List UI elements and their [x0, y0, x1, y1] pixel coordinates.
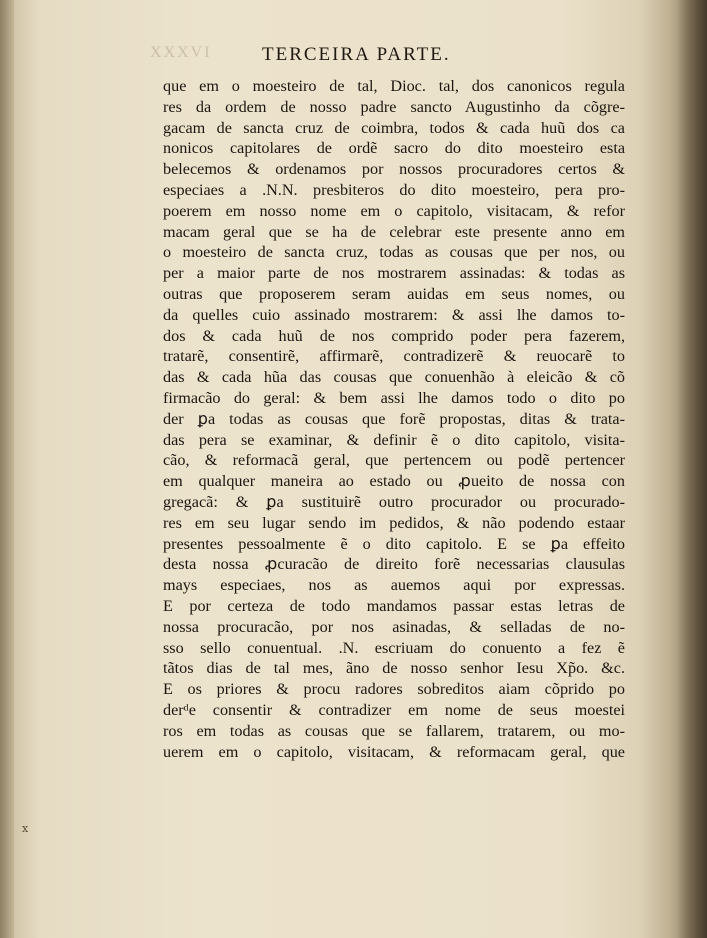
- text-line: uerem em o capitolo, visitacam, & reformacam geral, que: [163, 742, 625, 761]
- text-line: belecemos & ordenamos por nossos procuradores certos &: [163, 160, 625, 179]
- text-line: das pera se examinar, & definir ẽ o dito capitolo, visita-: [163, 430, 625, 449]
- text-line: especiaes a .N.N. presbiteros do dito moesteiro, pera pro-: [163, 180, 625, 199]
- text-line: E os priores & procu radores sobreditos aiam cõprido po: [163, 680, 625, 699]
- text-line: outras que proposerem seram auidas em seus nomes, ou: [163, 284, 625, 303]
- text-line: nossa procuracão, por nos asinadas, & selladas de no-: [163, 617, 625, 636]
- text-line: E por certeza de todo mandamos passar estas letras de: [163, 596, 625, 615]
- text-line: presentes pessoalmente ẽ o dito capitolo. E se ꝑa effeito: [163, 534, 625, 553]
- text-line: nonicos capitolares de ordẽ sacro do dito moesteiro esta: [163, 139, 625, 158]
- body-text: [163, 76, 625, 762]
- bleed-through-text: XXXVI: [150, 44, 212, 61]
- text-line: res em seu lugar sendo im pedidos, & não podendo estaar: [163, 513, 625, 532]
- text-line: que em o moesteiro de tal, Dioc. tal, dos canonicos regula: [163, 77, 625, 95]
- text-line: ros em todas as cousas que se fallarem, tratarem, ou mo-: [163, 721, 625, 740]
- text-line: dos & cada huũ de nos comprido poder pera fazerem,: [163, 326, 625, 345]
- text-line: em qualquer maneira ao estado ou ꝓueito de nossa con: [163, 472, 625, 491]
- left-page-edge: [0, 0, 14, 938]
- text-line: mays especiaes, nos as auemos aqui por expressas.: [163, 576, 625, 595]
- text-line: macam geral que se ha de celebrar este presente anno em: [163, 222, 625, 241]
- text-line: o moesteiro de sancta cruz, todas as cousas que per nos, ou: [163, 243, 625, 262]
- text-line: sso sello conuentual. .N. escriuam do conuento a fez ẽ: [163, 638, 625, 657]
- text-line: poerem em nosso nome em o capitolo, visitacam, & refor: [163, 201, 625, 220]
- text-line: per a maior parte de nos mostrarem assinadas: & todas as: [163, 264, 625, 283]
- text-line: gacam de sancta cruz de coimbra, todos & cada huũ dos ca: [163, 118, 625, 137]
- text-line: das & cada hũa das cousas que conuenhão à eleicão & cõ: [163, 368, 625, 387]
- text-line: res da ordem de nosso padre sancto Augustinho da cõgre-: [163, 97, 625, 116]
- margin-mark: x: [22, 822, 29, 835]
- binding-gutter-shadow: [677, 0, 707, 938]
- text-line: tratarẽ, consentirẽ, affirmarẽ, contradizerẽ & reuocarẽ to: [163, 347, 625, 366]
- text-line: derᵈe consentir & contradizer em nome de seus moestei: [163, 700, 625, 719]
- text-line: cão, & reformacã geral, que pertencem ou podẽ pertencer: [163, 451, 625, 470]
- running-head: TERCEIRA PARTE.: [262, 44, 451, 65]
- text-line: firmacão do geral: & bem assi lhe damos todo o dito po: [163, 388, 625, 407]
- text-line: desta nossa ꝓcuracão de direito forẽ necessarias clausulas: [163, 555, 625, 574]
- text-line: da quelles cuio assinado mostrarem: & assi lhe damos to-: [163, 305, 625, 324]
- text-line: gregacã: & ꝑa sustituirẽ outro procurador ou procurado-: [163, 492, 625, 511]
- text-line: tãtos dias de tal mes, ãno de nosso senhor Iesu Xp̃o. &c.: [163, 659, 625, 678]
- text-line: der ꝑa todas as cousas que forẽ propostas, ditas & trata-: [163, 409, 625, 428]
